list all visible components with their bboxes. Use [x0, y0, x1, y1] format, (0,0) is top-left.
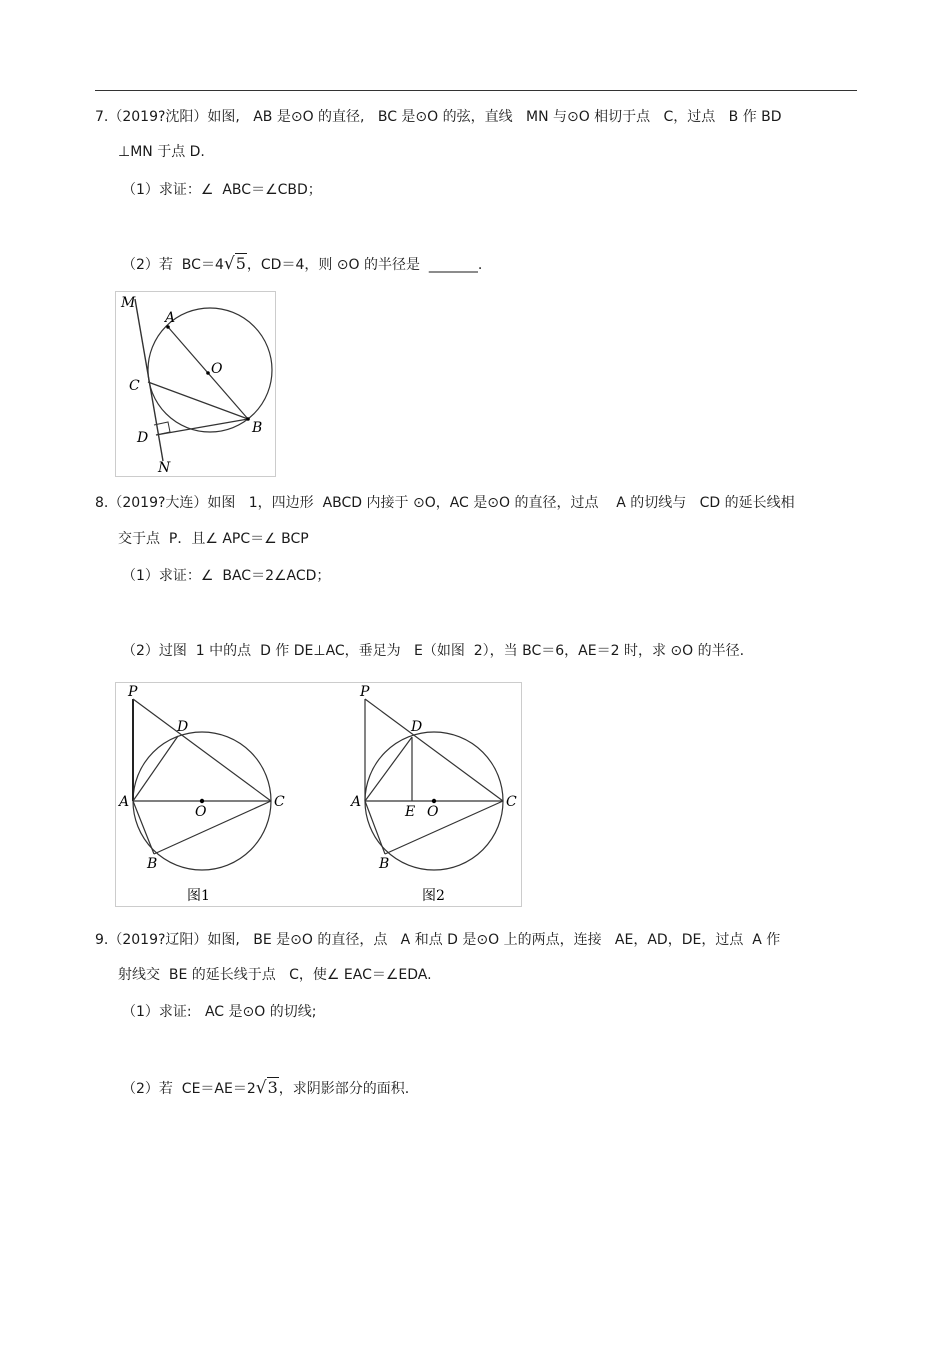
q8-part1: （1）求证：∠ BAC＝2∠ACD；	[122, 568, 331, 584]
q7-label-A: A	[165, 310, 176, 326]
top-rule	[95, 90, 857, 91]
q8-fig2-label-B: B	[379, 856, 390, 872]
sqrt-symbol: √3	[255, 1078, 278, 1098]
q8-fig2-label-C: C	[506, 794, 517, 810]
q7-label-D: D	[137, 430, 149, 446]
q7-statement-line2: ⊥MN 于点 D.	[118, 144, 205, 160]
q7-statement-line1: 7.（2019?沈阳）如图, AB 是⊙O 的直径, BC 是⊙O 的弦，直线 MN 与⊙O 相切于点 C，过点 B 作 BD	[95, 109, 782, 125]
q8-figure-2	[349, 684, 517, 904]
q8-fig2-label-O: O	[427, 804, 439, 820]
q9-part1: （1）求证: AC 是⊙O 的切线;	[122, 1004, 317, 1020]
q8-fig1-label-P: P	[128, 684, 138, 700]
q7-label-B: B	[252, 420, 263, 436]
q8-fig2-caption: 图2	[422, 888, 445, 904]
q8-fig1-label-C: C	[274, 794, 285, 810]
q8-fig1-label-A: A	[119, 794, 130, 810]
sqrt-symbol: √5	[223, 254, 246, 274]
q8-fig2-label-E: E	[405, 804, 416, 820]
q8-fig1-label-B: B	[147, 856, 158, 872]
q8-figure-1	[117, 684, 285, 904]
q7-figure	[115, 291, 277, 477]
q8-statement-line1: 8.（2019?大连）如图 1，四边形 ABCD 内接于 ⊙O，AC 是⊙O 的直径，过点 A 的切线与 CD 的延长线相	[95, 495, 795, 511]
q9-part2: （2）若 CE＝AE＝2√3，求阴影部分的面积.	[122, 1078, 410, 1098]
q8-fig2-label-D: D	[411, 719, 423, 735]
q8-figures	[115, 682, 523, 908]
q9-statement-line1: 9.（2019?辽阳）如图, BE 是⊙O 的直径，点 A 和点 D 是⊙O 上的两点，连接 AE，AD，DE，过点 A 作	[95, 932, 781, 948]
q9-statement-line2: 射线交 BE 的延长线于点 C，使∠ EAC＝∠EDA.	[118, 967, 432, 983]
q7-part1: （1）求证：∠ ABC＝∠CBD；	[122, 182, 322, 198]
q7-label-M: M	[121, 295, 136, 311]
q8-fig2-label-P: P	[360, 684, 370, 700]
q7-part2: （2）若 BC＝4√5，CD＝4，则 ⊙O 的半径是 _______.	[122, 254, 483, 274]
q8-fig2-label-A: A	[351, 794, 362, 810]
q7-label-N: N	[158, 460, 171, 476]
q8-fig1-caption: 图1	[187, 888, 210, 904]
q8-statement-line2: 交于点 P．且∠ APC＝∠ BCP	[118, 531, 309, 547]
q8-fig1-label-O: O	[195, 804, 207, 820]
q7-label-C: C	[129, 378, 140, 394]
q8-part2: （2）过图 1 中的点 D 作 DE⊥AC，垂足为 E（如图 2），当 BC＝6，AE＝2 时，求 ⊙O 的半径.	[122, 643, 745, 659]
q8-fig1-label-D: D	[177, 719, 189, 735]
q7-label-O: O	[211, 361, 223, 377]
